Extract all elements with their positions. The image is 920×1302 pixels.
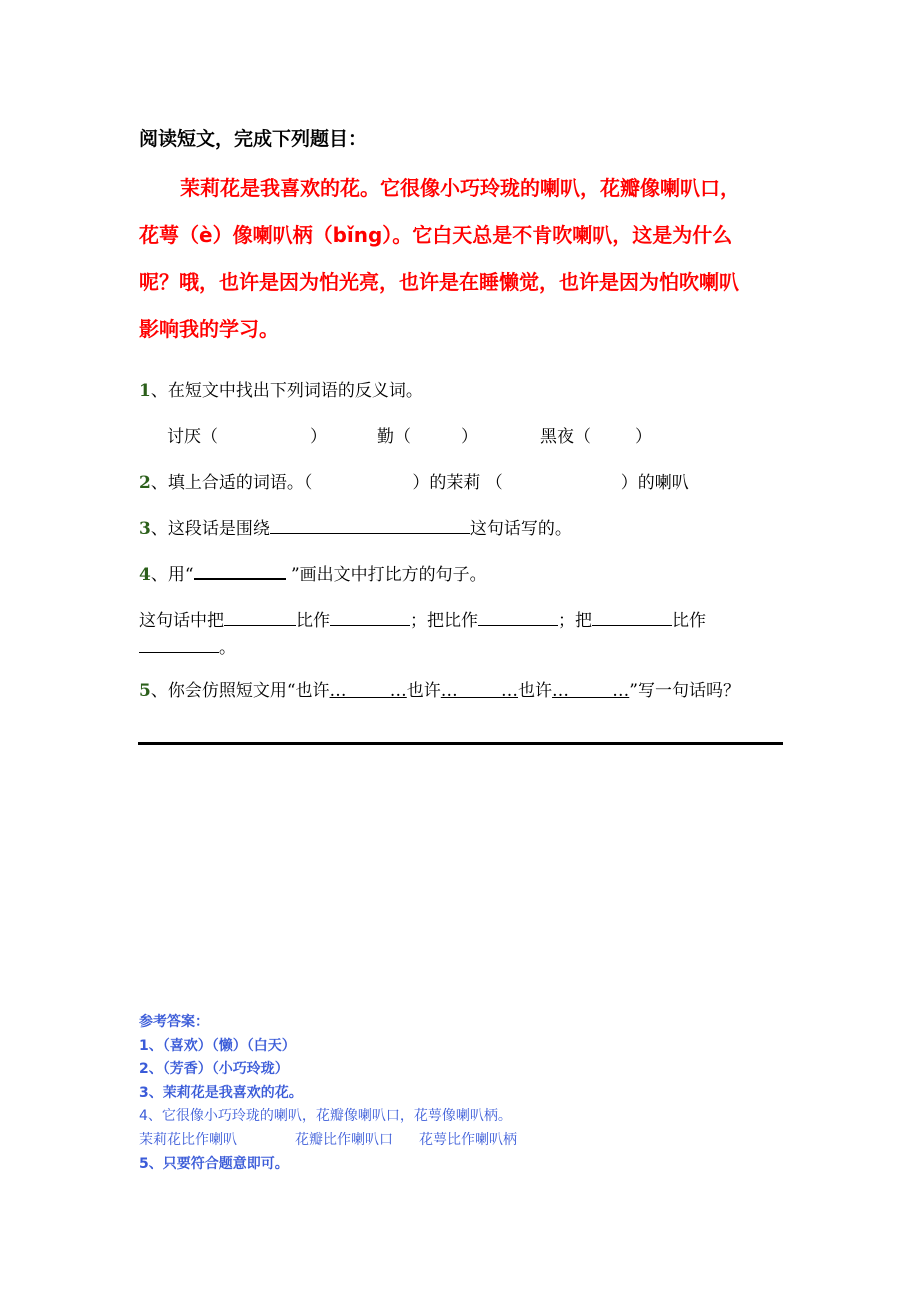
answer-blank[interactable] (330, 607, 410, 626)
answer-4-item: 花瓣比作喇叭口 (295, 1131, 393, 1148)
answer-1: 1、（喜欢）（懒）（白天） (139, 1037, 296, 1054)
question-text: 也许 (406, 681, 441, 701)
answer-4-item: 花萼比作喇叭柄 (419, 1131, 517, 1148)
question-4-fill (139, 606, 706, 631)
answer-2: 2、（芳香）（小巧玲珑） (139, 1061, 289, 1078)
answer-key (139, 1011, 517, 1176)
answer-line[interactable] (138, 742, 783, 745)
question-text: ；把 (558, 611, 592, 631)
question-separator: 、 (150, 519, 168, 539)
question-text: 。 (219, 638, 236, 658)
ellipsis-blank[interactable]: … … (440, 681, 519, 701)
question-5 (139, 676, 740, 701)
question-number: 2 (139, 473, 151, 493)
page-title: 阅读短文，完成下列题目： (139, 128, 368, 150)
answer-4: 4、它很像小巧玲珑的喇叭，花瓣像喇叭口，花萼像喇叭柄。 (139, 1108, 512, 1125)
question-4-fill-cont (139, 633, 236, 658)
question-number: 1 (139, 381, 151, 401)
question-text: ”画出文中打比方的句子。 (285, 565, 487, 585)
question-number: 5 (139, 681, 151, 701)
question-text: ；把比作 (410, 611, 478, 631)
answer-blank[interactable] (478, 607, 558, 626)
antonym-word: 勤（ (377, 427, 411, 447)
question-text: 在短文中找出下列词语的反义词。 (167, 381, 423, 401)
answer-heading: 参考答案： (139, 1014, 209, 1030)
answer-blank[interactable] (270, 515, 470, 534)
antonym-word: 黑夜（ (540, 427, 591, 447)
question-separator: 、 (150, 473, 168, 493)
question-1-words (167, 422, 652, 447)
answer-4-item: 茉莉花比作喇叭 (139, 1131, 237, 1148)
reading-passage (139, 165, 789, 353)
passage-line: 花萼（è）像喇叭柄（bǐng）。它白天总是不肯吹喇叭，这是为什么 (139, 223, 733, 247)
antonym-word: 讨厌（ (167, 427, 218, 447)
bracket-close: ） (635, 427, 652, 447)
passage-line: 呢？哦，也许是因为怕光亮，也许是在睡懒觉，也许是因为怕吹喇叭 (139, 270, 739, 294)
question-text: 填上合适的词语。（ (167, 473, 313, 493)
question-text: 这段话是围绕 (167, 519, 270, 539)
ellipsis-blank[interactable]: … … (552, 681, 630, 701)
ellipsis-blank[interactable]: … … (329, 681, 407, 701)
question-2 (139, 468, 689, 493)
underline-symbol (194, 560, 286, 580)
question-number: 3 (139, 519, 151, 539)
question-text: 你会仿照短文用“也许 (167, 681, 330, 701)
question-text: 比作 (672, 611, 706, 631)
question-4 (139, 560, 487, 585)
question-text: ）的喇叭 (620, 473, 689, 493)
answer-blank[interactable] (592, 607, 672, 626)
answer-4-detail (139, 1129, 517, 1153)
question-text: 比作 (296, 611, 330, 631)
question-text: ）的茉莉 （ (412, 473, 503, 493)
bracket-close: ） (310, 427, 327, 447)
bracket-close: ） (461, 427, 478, 447)
question-separator: 、 (150, 681, 168, 701)
question-number: 4 (139, 565, 151, 585)
question-separator: 、 (150, 565, 168, 585)
answer-5: 5、只要符合题意即可。 (139, 1155, 289, 1172)
question-separator: 、 (150, 381, 168, 401)
question-1 (139, 376, 423, 401)
answer-blank[interactable] (224, 607, 296, 626)
passage-line: 茉莉花是我喜欢的花。它很像小巧玲珑的喇叭，花瓣像喇叭口， (180, 176, 740, 200)
question-text: ”写一句话吗？ (629, 681, 740, 701)
answer-3: 3、茉莉花是我喜欢的花。 (139, 1084, 303, 1101)
question-text: 用“ (167, 565, 194, 585)
passage-line: 影响我的学习。 (139, 317, 279, 341)
answer-blank[interactable] (139, 634, 219, 653)
question-3 (139, 514, 572, 539)
question-text: 也许 (518, 681, 553, 701)
question-text: 这句话写的。 (469, 519, 572, 539)
question-text: 这句话中把 (139, 611, 224, 631)
